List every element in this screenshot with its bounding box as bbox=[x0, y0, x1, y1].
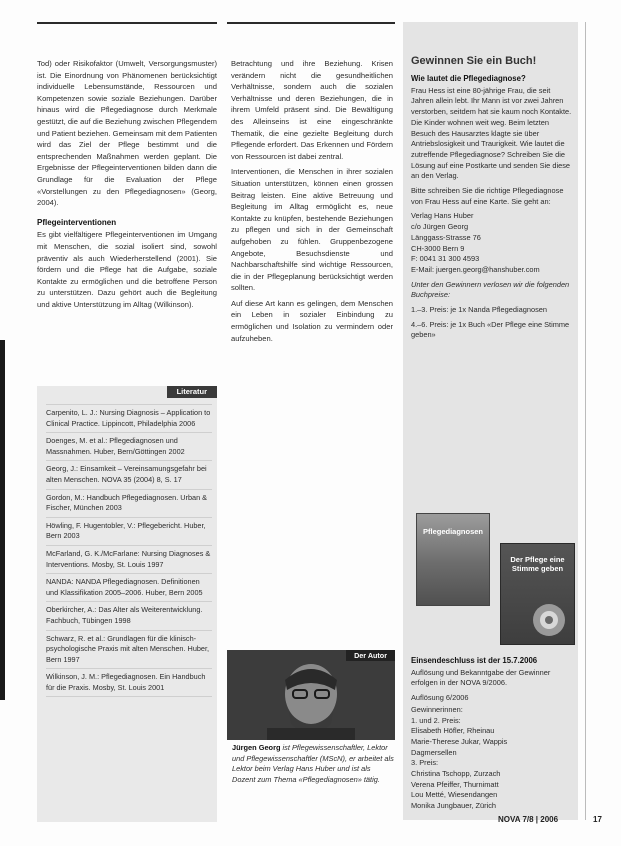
author-caption bbox=[232, 743, 394, 785]
winner-line: Lou Metté, Wiesendangen bbox=[411, 790, 498, 800]
middle-paragraph-1: Betrachtung und ihre Beziehung. Krisen verändern nicht die gesundheitlichen Verhältnisse, sondern auch die sozialen Verhältnisse und deren Beziehungen, die in ihrem Umfeld präsent sind. Die Bewältigung des Alleinseins ist eine eingeschränkte Thematik, die eine gezielte Begleitung durch Pflegende erfordert. Das Erkennen und Fördern von Ressourcen ist dabei zentral. bbox=[231, 59, 393, 161]
middle-paragraph-3: Auf diese Art kann es gelingen, dem Menschen ein Leben in sozialer Einbindung zu ermöglichen und Isolation zu vermindern oder aufzuheben. bbox=[231, 298, 393, 343]
contest-deadline-block bbox=[411, 656, 573, 812]
author-name: Jürgen Georg bbox=[232, 743, 281, 752]
book-cover-stimme bbox=[500, 543, 575, 645]
address-block bbox=[411, 211, 573, 275]
literature-item: Schwarz, R. et al.: Grundlagen für die klinisch-psychologische Praxis mit alten Menschen. Huber, Bern 1997 bbox=[46, 631, 212, 670]
literature-item: Carpenito, L. J.: Nursing Diagnosis – Application to Clinical Practice. Lippincott, Philadelphia 2006 bbox=[46, 404, 212, 433]
author-tag: Der Autor bbox=[346, 650, 395, 661]
book1-title: Pflegediagnosen bbox=[422, 527, 483, 536]
contest-title: Gewinnen Sie ein Buch! bbox=[411, 55, 537, 67]
email-link[interactable]: E-Mail: juergen.georg@hanshuber.com bbox=[411, 264, 540, 274]
column-left-text bbox=[37, 58, 217, 310]
address-line: CH-3000 Bern 9 bbox=[411, 243, 465, 253]
question-body: Frau Hess ist eine 80-jährige Frau, die seit Jahren allein lebt. Ihr Mann ist vor zwei Jahren verstorben, seitdem hat sie kaum noch Kontakte. Die Kinder wohnen weit weg. Beim letzten Besuch des Hausarztes klagte sie über Antriebslosigkeit und Traurigkeit. Wie lautet die zutreffende Pflegediagnose? Schreiben Sie die Lösung auf eine Postkarte und senden Sie diese an den Verlag. bbox=[411, 85, 572, 181]
literature-item: NANDA: NANDA Pflegediagnosen. Definitionen und Klassifikation 2005–2006. Huber, Bern 2005 bbox=[46, 574, 212, 602]
prize-1: 1.–3. Preis: je 1x Nanda Pflegediagnosen bbox=[411, 305, 547, 315]
author-photo bbox=[227, 650, 395, 740]
winner-line: Verena Pfeiffer, Thurnimatt bbox=[411, 779, 499, 789]
footer-issue: NOVA 7/8 | 2006 bbox=[498, 815, 559, 824]
winner-line: Marie-Therese Jukar, Wappis bbox=[411, 736, 508, 746]
book-cover-pflegediagnosen bbox=[416, 513, 490, 606]
prizes-intro: Unter den Gewinnern verlosen wir die folgenden Buchpreise: bbox=[411, 279, 570, 300]
scan-edge-bar bbox=[0, 340, 5, 700]
literature-list bbox=[46, 404, 212, 697]
contest-question-block bbox=[411, 74, 573, 345]
footer-page-number: 17 bbox=[593, 815, 602, 824]
literature-item: Doenges, M. et al.: Pflegediagnosen und Massnahmen. Huber, Bern/Göttingen 2002 bbox=[46, 433, 212, 461]
middle-paragraph-2: Interventionen, die Menschen in ihrer sozialen Situation unterstützen, können einen grossen Beitrag leisten. Eine aktive Betreuung und Begleitung im Alltag ermöglicht es, neue Kontakte zu knüpfen, bestehende Beziehungen zu pflegen und sich in der Gemeinschaft aufgehoben zu fühlen. Gruppenbezogene Angebote, Besuchsdienste und Nachbarschaftshilfe sind wichtige Ressourcen, die in der Pflegeplanung berücksichtigt werden sollten. bbox=[231, 167, 393, 293]
right-edge-rule bbox=[585, 22, 586, 820]
address-line: F: 0041 31 300 4593 bbox=[411, 254, 480, 264]
interventions-heading: Pflegeinterventionen bbox=[37, 217, 117, 227]
winners-list bbox=[411, 716, 573, 812]
solution-heading: Auflösung 6/2006 bbox=[411, 693, 469, 703]
author-portrait-icon bbox=[227, 650, 395, 740]
book2-title: Der Pflege eine Stimme geben bbox=[510, 555, 565, 573]
deadline-body: Auflösung und Bekanntgabe der Gewinner erfolgen in der NOVA 9/2006. bbox=[411, 667, 551, 688]
winner-line: 1. und 2. Preis: bbox=[411, 715, 461, 725]
winners-heading: Gewinnerinnen: bbox=[411, 704, 463, 714]
address-line: c/o Jürgen Georg bbox=[411, 222, 469, 232]
literature-item: Gordon, M.: Handbuch Pflegediagnosen. Urban & Fischer, München 2003 bbox=[46, 490, 212, 518]
deadline-heading: Einsendeschluss ist der 15.7.2006 bbox=[411, 656, 538, 665]
address-line: Länggass-Strasse 76 bbox=[411, 232, 481, 242]
send-instruction: Bitte schreiben Sie die richtige Pflegediagnose von Frau Hess auf eine Karte. Sie geht an: bbox=[411, 186, 564, 206]
column-middle-text bbox=[231, 58, 393, 344]
winner-line: 3. Preis: bbox=[411, 758, 439, 768]
intro-paragraph: Tod) oder Risikofaktor (Umwelt, Versorgungsmuster) ist. Die Einordnung von Phänomenen berücksichtigt individuelle Lebensumstände, Ressourcen und Kompetenzen sowie soziale Beziehungen. Darüber hinaus wird die Pflegediagnose durch Merkmale gestützt, die auf die Beziehung zwischen Pflegendem und Patient beziehen. Gemeinsam mit dem Patienten wird das Ziel der Pflege bestimmt und die entsprechenden Maßnahmen werden geplant. Die Ergebnisse der Pflegeinterventionen bilden dann die Grundlage für die Evaluation der Pflege «Vorstellungen zu den Pflegediagnosen» (Georg, 2004). bbox=[37, 59, 217, 208]
address-line: Verlag Hans Huber bbox=[411, 211, 474, 221]
literature-item: Höwling, F. Hugentobler, V.: Pflegebericht. Huber, Bern 2003 bbox=[46, 518, 212, 546]
literature-header bbox=[37, 386, 217, 398]
interventions-paragraph: Es gibt vielfältigere Pflegeinterventionen im Umgang mit Menschen, die sozial isoliert sind, sowohl präventiv als auch Wiederherstellend (2001). Sie fördern und die Pflege hat die Aufgabe, soziale Kontakte zu ermöglichen und die betroffene Person zu unterstützen. Dazu gehört auch die Begleitung und aktive Unterstützung im Alltag (Wilkinson). bbox=[37, 230, 217, 309]
winner-line: Monika Jungbauer, Zürich bbox=[411, 801, 497, 811]
literature-item: Georg, J.: Einsamkeit – Vereinsamungsgefahr bei alten Menschen. NOVA 35 (2004) 8, S. 17 bbox=[46, 461, 212, 489]
question-heading: Wie lautet die Pflegediagnose? bbox=[411, 74, 526, 83]
megaphone-icon bbox=[529, 600, 569, 640]
literature-item: Oberkircher, A.: Das Alter als Weiterentwicklung. Fachbuch, Tübingen 1998 bbox=[46, 602, 212, 630]
winner-line: Dagmersellen bbox=[411, 747, 457, 757]
literature-tag: Literatur bbox=[167, 386, 217, 398]
winner-line: Elisabeth Höfler, Rheinau bbox=[411, 726, 495, 736]
literature-item: Wilkinson, J. M.: Pflegediagnosen. Ein Handbuch für die Praxis. Mosby, St. Louis 2001 bbox=[46, 669, 212, 697]
prize-2: 4.–6. Preis: je 1x Buch «Der Pflege eine Stimme geben» bbox=[411, 319, 570, 340]
top-rule-left bbox=[37, 22, 217, 24]
literature-item: McFarland, G. K./McFarlane: Nursing Diagnoses & Interventions. Mosby, St. Louis 1997 bbox=[46, 546, 212, 574]
winner-line: Christina Tschopp, Zurzach bbox=[411, 769, 501, 779]
author-bio: ist Pflegewissenschaftler, Lektor und Pflegewissenschaftler (MScN), er arbeitet als Lektor beim Verlag Hans Huber und ist als Dozent zum Thema «Pflegediagnosen» tätig. bbox=[232, 743, 394, 784]
top-rule-middle bbox=[227, 22, 395, 24]
